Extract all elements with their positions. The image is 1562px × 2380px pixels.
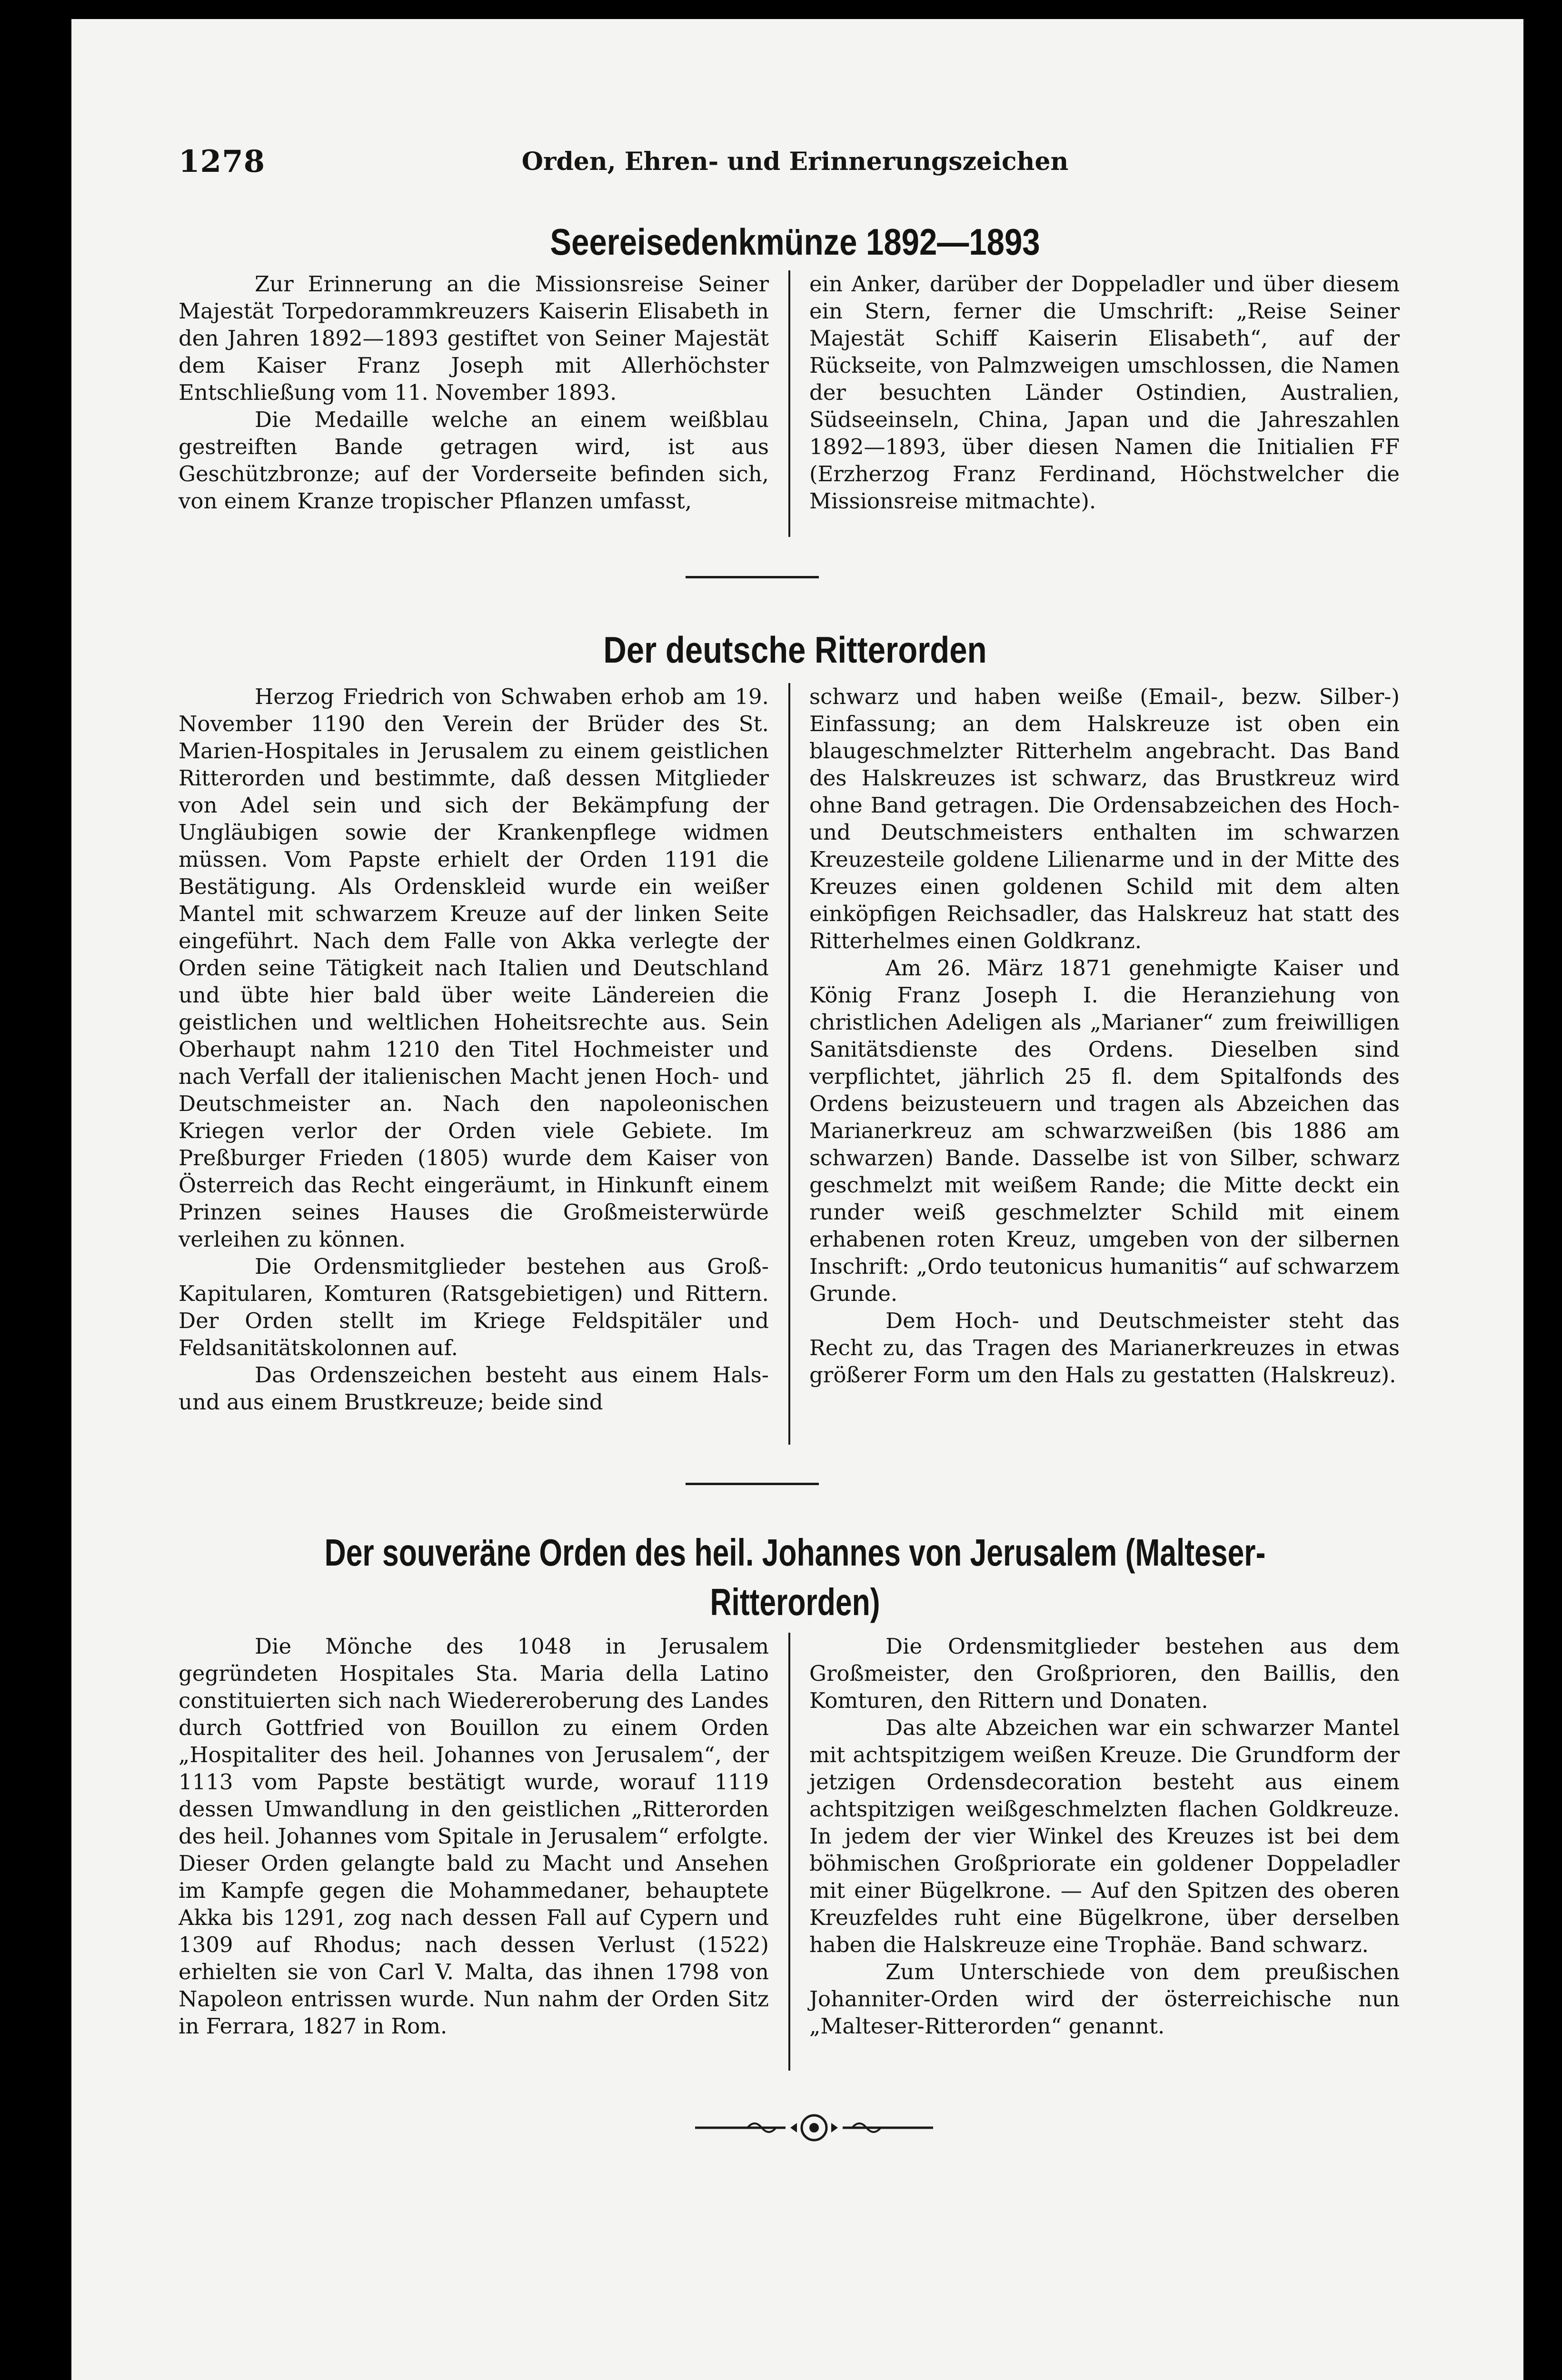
section-separator	[686, 576, 819, 578]
section-title-deutscher-ritterorden: Der deutsche Ritterorden	[603, 629, 987, 671]
paragraph: Am 26. März 1871 genehmigte Kaiser und König Franz Joseph I. die Heranziehung von christlichen Adeligen als „Marianer“ zum freiwilligen Sanitätsdienste des Ordens. Dieselben sind verpflichtet, jährlich 25 fl. dem Spitalfonds des Ordens beizusteuern und tragen als Abzeichen das Marianerkreuz am schwarzweißen (bis 1886 am schwarzen) Bande. Dasselbe ist von Silber, schwarz geschmelzt mit weißem Rande; die Mitte deckt ein runder weiß geschmelzter Schild mit einem erhabenen roten Kreuz, umgeben von der silbernen Inschrift: „Ordo teutonicus humanitis“ auf schwarzem Grunde.	[809, 955, 1400, 1306]
section-malteser-ritterorden	[179, 1633, 1412, 2080]
running-title: Orden, Ehren- und Erinnerungszeichen	[521, 147, 1069, 176]
column-rule	[788, 270, 790, 537]
paragraph: Herzog Friedrich von Schwaben erhob am 19. November 1190 den Verein der Brüder des St. Marien-Hospitales in Jerusalem zu einem geistlichen Ritterorden und bestimmte, daß dessen Mitglieder von Adel sein und sich der Bekämpfung der Ungläubigen sowie der Krankenpflege widmen müssen. Vom Papste erhielt der Orden 1191 die Bestätigung. Als Ordenskleid wurde ein weißer Mantel mit schwarzem Kreuze auf der linken Seite eingeführt. Nach dem Falle von Akka verlegte der Orden seine Tätigkeit nach Italien und Deutschland und übte hier bald über weite Ländereien die geistlichen und weltlichen Hoheitsrechte aus. Sein Oberhaupt nahm 1210 den Titel Hochmeister und nach Verfall der italienischen Macht jenen Hoch- und Deutschmeister an. Nach den napoleonischen Kriegen verlor der Orden viele Gebiete. Im Preßburger Frieden (1805) wurde dem Kaiser von Österreich das Recht eingeräumt, in Hinkunft einem Prinzen seines Hauses die Großmeisterwürde verleihen zu können.	[179, 684, 769, 1252]
section-right-column	[809, 270, 1400, 515]
paragraph: Das Ordenszeichen besteht aus einem Hals- und aus einem Brustkreuze; beide sind	[179, 1362, 769, 1415]
column-rule	[788, 683, 790, 1445]
running-head	[179, 133, 1412, 190]
paragraph: Die Mönche des 1048 in Jerusalem gegründeten Hospitales Sta. Maria della Latino constituierten sich nach Wiedereroberung des Landes durch Gottfried von Bouillon zu einem Orden „Hospitaliter des heil. Johannes von Jerusalem“, der 1113 vom Papste bestätigt wurde, worauf 1119 dessen Umwandlung in den geistlichen „Ritterorden des heil. Johannes vom Spitale in Jerusalem“ erfolgte. Dieser Orden gelangte bald zu Macht und Ansehen im Kampfe gegen die Mohammedaner, behauptete Akka bis 1291, zog nach dessen Fall auf Cypern und 1309 auf Rhodus; nach dessen Verlust (1522) erhielten sie von Carl V. Malta, das ihnen 1798 von Napoleon entrissen wurde. Nun nahm der Orden Sitz in Ferrara, 1827 in Rom.	[179, 1634, 769, 2039]
paragraph: Die Ordensmitglieder bestehen aus dem Großmeister, den Großprioren, den Baillis, den Komturen, den Rittern und Donaten.	[809, 1634, 1400, 1713]
section-title-seereisedenkmuenze: Seereisedenkmünze 1892—1893	[550, 221, 1040, 263]
section-deutscher-ritterorden	[179, 683, 1412, 1454]
column-rule	[788, 1633, 790, 2071]
scanned-page	[71, 19, 1523, 2380]
section-right-column	[809, 1633, 1400, 2040]
paragraph: Die Ordensmitglieder bestehen aus Groß-Kapitularen, Komturen (Ratsgebietigen) und Rittern. Der Orden stellt im Kriege Feldspitäler und Feldsanitätskolonnen auf.	[179, 1254, 769, 1360]
section-left-column	[179, 683, 769, 1416]
section-left-column	[179, 270, 769, 515]
paragraph: Die Medaille welche an einem weißblau gestreiften Bande getragen wird, ist aus Geschützbronze; auf der Vorderseite befinden sich, von einem Kranze tropischer Pflanzen umfasst,	[179, 407, 769, 514]
closing-ornament-icon	[686, 2113, 943, 2142]
paragraph: Zur Erinnerung an die Missionsreise Seiner Majestät Torpedorammkreuzers Kaiserin Elisabeth in den Jahren 1892—1893 gestiftet von Seiner Majestät dem Kaiser Franz Joseph mit Allerhöchster Entschließung vom 11. November 1893.	[179, 271, 769, 405]
paragraph: ein Anker, darüber der Doppeladler und über diesem ein Stern, ferner die Umschrift: „Reise Seiner Majestät Schiff Kaiserin Elisabeth“, auf der Rückseite, von Palmzweigen umschlossen, die Namen der besuchten Länder Ostindien, Australien, Südseeinseln, China, Japan und die Jahreszahlen 1892—1893, über diesen Namen die Initialien FF (Erzherzog Franz Ferdinand, Höchstwelcher die Missionsreise mitmachte).	[809, 271, 1400, 514]
section-title-malteser-ritterorden: Der souveräne Orden des heil. Johannes von Jerusalem (Malteser-Ritterorden)	[324, 1531, 1266, 1623]
section-right-column	[809, 683, 1400, 1388]
paragraph: Zum Unterschiede von dem preußischen Johanniter-Orden wird der österreichische nun „Malteser-Ritterorden“ genannt.	[809, 1959, 1400, 2039]
paragraph: schwarz und haben weiße (Email-, bezw. Silber-) Einfassung; an dem Halskreuze ist oben ein blaugeschmelzter Ritterhelm angebracht. Das Band des Halskreuzes ist schwarz, das Brustkreuz wird ohne Band getragen. Die Ordensabzeichen des Hoch- und Deutschmeisters enthalten im schwarzen Kreuzesteile goldene Lilienarme und in der Mitte des Kreuzes einen goldenen Schild mit dem alten einköpfigen Reichsadler, das Halskreuz hat statt des Ritterhelmes einen Goldkranz.	[809, 684, 1400, 953]
page-number: 1278	[179, 144, 266, 179]
paragraph: Dem Hoch- und Deutschmeister steht das Recht zu, das Tragen des Marianerkreuzes in etwas größerer Form um den Hals zu gestatten (Halskreuz).	[809, 1308, 1400, 1388]
section-separator	[686, 1483, 819, 1485]
paragraph: Das alte Abzeichen war ein schwarzer Mantel mit achtspitzigem weißen Kreuze. Die Grundform der jetzigen Ordensdecoration besteht aus einem achtspitzigen weißgeschmelzten flachen Goldkreuze. In jedem der vier Winkel des Kreuzes ist bei dem böhmischen Großpriorate ein goldener Doppeladler mit einer Bügelkrone. — Auf den Spitzen des oberen Kreuzfeldes ruht eine Bügelkrone, über derselben haben die Halskreuze eine Trophäe. Band schwarz.	[809, 1715, 1400, 1957]
section-left-column	[179, 1633, 769, 2040]
section-seereisedenkmuenze	[179, 270, 1412, 546]
